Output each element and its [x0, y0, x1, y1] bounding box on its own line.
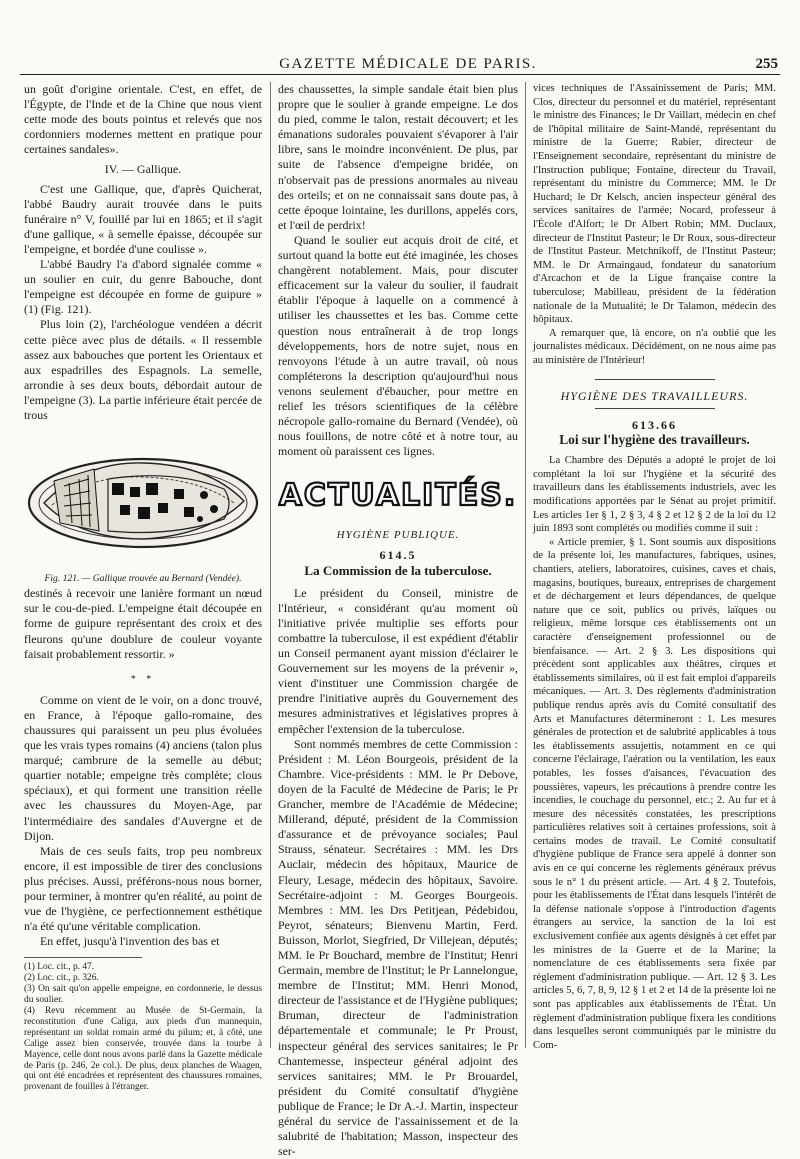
- col3-subhead: HYGIÈNE DES TRAVAILLEURS.: [560, 389, 749, 404]
- journal-title: GAZETTE MÉDICALE DE PARIS.: [279, 56, 537, 72]
- col1-paragraph-1: C'est une Gallique, que, d'après Quicherat, l'abbé Baudry aurait trouvée dans le puits funéraire n° V, fouillé par lui en 1865; et il s'agit d'une gallique, « à semelle épaisse, découpée sur l'empeigne, et bordée d'une coulisse ».: [24, 181, 262, 256]
- column-2: [278, 82, 518, 1159]
- page-number: 255: [755, 56, 778, 72]
- col2-paragraph-1: des chaussettes, la simple sandale était bien plus propre que le soulier à grande empeigne. Le dos du pied, comme le talon, restait découvert; et les émanations sudorales pouvaient s'évaporer à l'air libre, sans le moindre inconvénient. De plus, par suite de l'absence d'empeigne bridée, on n'observait pas de pressions anormales au niveau des orteils; et on ne connaissait sans doute pas, à cette époque lointaine, les durillons, appelés cors, et l'œil de perdrix!: [278, 82, 518, 232]
- col2-paragraph-3: Le président du Conseil, ministre de l'Intérieur, « considérant qu'au moment où l'initiative privée multiplie ses efforts pour combattre la tuberculose, il est expédient d'établir un Conseil permanent ayant mission d'éclairer le Gouvernement sur les moyens de la prévenir », vient d'instituer une Commission chargée de prendre l'initiative auprès du Gouvernement des mesures administratives et législatives propres à empêcher l'extension de la tuberculose.: [278, 585, 518, 736]
- section-heading-gallique: IV. — Gallique.: [104, 162, 182, 177]
- col2-paragraph-2: Quand le soulier eut acquis droit de cité, et surtout quand la botte eut été imaginée, les choses changèrent notablement. Mais, pour discuter efficacement sur la valeur du soulier, il faudrait établir l'époque à laquelle on a commencé à utiliser les chaussettes et les bas. Comme cette question nous entraînerait à de trop longs développements, hors de notre sujet, nous en renvoyons l'étude à un autre travail, où nous compléterons la description qu'aujourd'hui nous venons seulement d'ébaucher, pour mettre en relief les trésors scientifiques de la célèbre nécropole gallo-romaine du Bernard (Vendée), où nous fouillons, de notre côté et à notre tour, au moment où paraissent ces lignes.: [278, 232, 518, 459]
- actualites-banner: [278, 473, 518, 515]
- col1-paragraph-6: Mais de ces seuls faits, trop peu nombreux encore, il est impossible de tirer des conclusions plus précises. Aussi, préférons-nous nous borner, pour terminer, à montrer qu'en réalité, au point de vue de l'hygiène, ce perfectionnement esthétique n'a été qu'une véritable complication.: [24, 843, 262, 934]
- col2-article-title: La Commission de la tuberculose.: [304, 562, 492, 578]
- header-rule: [20, 74, 780, 75]
- col1-paragraph-4: destinés à recevoir une lanière formant un nœud sur le cou-de-pied. L'empeigne était découpée en forme de guipure représentant des croix et des fleurons qu'une doublure de couleur voyante faisait probablement ressortir. »: [24, 586, 262, 661]
- column-divider-1: [270, 82, 271, 1048]
- section-stars: * *: [130, 673, 156, 685]
- col3-paragraph-2: A remarquer que, là encore, on n'a oublié que les journalistes médicaux. Décidément, on ne nous aime pas au ministère de l'Intérieur!: [533, 327, 776, 366]
- col1-intro: un goût d'origine orientale. C'est, en effet, de l'Égypte, de l'Inde et de la Chine que nous vient cette mode des bouts pointus et relevés que nos cordonniers modernes mettent en pratique pour certaines sandales».: [24, 82, 262, 157]
- banner-title: ACTUALITÉS.: [278, 478, 518, 514]
- col2-class-number: 614.5: [379, 547, 417, 562]
- gallic-shoe-figure: [24, 431, 262, 565]
- footnote: (1) Loc. cit., p. 47.: [24, 962, 95, 973]
- footnote: (3) On sait qu'on appelle empeigne, en cordonnerie, le dessus du soulier.: [24, 984, 262, 1006]
- col3-article-title: Loi sur l'hygiène des travailleurs.: [559, 431, 750, 447]
- col3-paragraph-3: La Chambre des Députés a adopté le projet de loi complétant la loi sur l'hygiène et la sécurité des travailleurs dans les établissements industriels, avec les modifications apportées par le Sénat au projet primitif. Les articles 1er § 1, 2 § 3, 4 § 2 et 12 § 2 de la loi du 12 juin 1893 sont complétés ou modifiés comme il suit :: [533, 455, 776, 535]
- col2-subhead: HYGIÈNE PUBLIQUE.: [336, 529, 460, 542]
- col3-rule-2: [595, 408, 715, 409]
- col1-paragraph-3: Plus loin (2), l'archéologue vendéen a décrit cette pièce avec plus de détails. « Il ressemble assez aux babouches que portent les Orientaux et aux espadrilles des Espagnols. La semelle, arrondie à ses deux bouts, débordait autour de l'empeigne (3). La partie inférieure était percée de trous: [24, 317, 262, 422]
- footnote: (2) Loc. cit., p. 326.: [24, 973, 99, 984]
- col3-paragraph-4: « Article premier, § 1. Sont soumis aux dispositions de la présente loi, les manufactures, fabriques, usines, chantiers, ateliers, laboratoires, cuisines, caves et chais, magasins, boutiques, bureaux, entreprises de chargement et de déchargement et leurs dépendances, de quelque nature que ce soit, publics ou privés, laïques ou religieux, même lorsque ces établissements ont un caractère d'enseignement professionnel ou de bienfaisance. — Art. 2 § 3. Les dispositions qui précèdent sont applicables aux théâtres, cirques et établissements similaires, où il est fait emploi d'appareils mécaniques. — Art. 3. Des règlements d'administration publique rendus après avis du Comité consultatif des Arts et Manufactures détermineront : 1. Les mesures générales de protection et de salubrité applicables à tous les établissements assujettis, notamment en ce qui concerne l'éclairage, l'aération ou la ventilation, les eaux potables, les fosses d'aisances, l'évacuation des poussières, vapeurs, les précautions à prendre contre les incendies, le couchage du personnel, etc.; 2. Au fur et à mesure des nécessités constatées, les prescriptions particulières relatives soit à certaines professions, soit à certains modes de travail. Le Comité consultatif d'hygiène publique de France sera appelé à donner son avis en ce qui concerne les règlements généraux prévus sous le n° 1 du présent article. — Art. 4 § 2. Toutefois, pour les établissements de l'État dans lesquels l'intérêt de la défense nationale s'oppose à l'introduction d'agents étrangers au service, la sanction de la loi est exclusivement confiée aux agents désignés à cet effet par les ministres de la Guerre et de la Marine; la nomenclature de ces établissements sera fixée par règlement d'administration publique. — Art. 12 § 3. Les articles 5, 6, 7, 8, 9, 12 § 1 et 2 et 14 de la présente loi ne sont pas applicables aux établissements de l'État. Un règlement d'administration publique fixera les conditions dans lesquelles seront communiqués par le ministre du Com-: [533, 536, 776, 1051]
- col1-paragraph-2: L'abbé Baudry l'a d'abord signalée comme « un soulier en cuir, du genre Babouche, dont l'empeigne est découpée en forme de guipure » (1) (Fig. 121).: [24, 257, 262, 317]
- column-1: [24, 82, 262, 1093]
- footnotes: [24, 962, 262, 1093]
- col3-paragraph-1: vices techniques de l'Assainissement de Paris; MM. Clos, directeur du personnel et du matériel, représentant le ministre des Finances; le Dr Vaillart, médecin en chef de l'hôpital militaire de Saint-Mandé, représentant du ministre de la Guerre; Rabier, directeur de l'Enseignement secondaire, représentant du ministre de l'Instruction publique; Fontaine, directeur du Travail, représentant du ministre du Commerce; MM. le Dr Huchard; le Dr Kelsch, ancien inspecteur général des services sanitaires de l'armée; Nocard, professeur à l'École d'Alfort; le Dr Albert Robin; MM. Duclaux, directeur de l'Institut Pasteur; le Dr Roux, sous-directeur de l'Institut Pasteur. Metchnikoff, de l'Institut Pasteur; MM. le Dr Armaingaud, fondateur du sanatorium d'Arcachon et de la Ligue française contre la tuberculose; Mabilleau, président de la fédération nationale de la Mutualité; le Dr Talamon, médecin des hôpitaux.: [533, 83, 776, 326]
- col3-class-number: 613.66: [632, 418, 677, 433]
- col1-paragraph-7: En effet, jusqu'à l'invention des bas et: [40, 934, 220, 949]
- col1-paragraph-5: Comme on vient de le voir, on a donc trouvé, en France, à l'époque gallo-romaine, des chaussures qui paraissent un peu plus évoluées que les vrais types romains (4) anciens (talon plus marqué; cambrure de la semelle au début; quartier notable; empeigne très complète; clous spéciaux), et qui forment une transition réelle avec les chaussures du Moyen-Age, par l'intermédiaire des sandales d'Auvergne et de Dijon.: [24, 692, 262, 843]
- figure-caption: Fig. 121. — Gallique trouvée au Bernard (Vendée).: [44, 573, 242, 585]
- col3-rule-1: [595, 379, 715, 380]
- footnote: (4) Revu récemment au Musée de St-Germain, la reconstitution d'une Caliga, aux pieds d'un mannequin, représentant un soldat romain armé du pilum; et, à côté, une Calige assez bien conservée, trouvée dans la tourbe à Mayence, celle dont nous avons parlé dans la Gazette médicale de Paris (p. 246, 2e col.). De plus, deux planches de Waagen, qui ont été encadrées et représentent des chaussures romaines, provenant de fouilles à l'étranger.: [24, 1006, 262, 1093]
- column-3: [533, 82, 776, 1052]
- column-divider-2: [525, 82, 526, 1048]
- page-header: [0, 52, 800, 74]
- col2-paragraph-4: Sont nommés membres de cette Commission : Président : M. Léon Bourgeois, président de la Chambre. Vice-présidents : MM. le Pr Debove, doyen de la Faculté de Médecine de Paris; le Pr Grancher, membre de l'Académie de Médecine; Millerand, député, président de la Commission d'assurance et de prévoyance sociales; Paul Strauss, sénateur. Secrétaires : MM. les Drs Auclair, médecin des hôpitaux, Maurice de Fleury, Lesage, médecin des hôpitaux, Savoire. Secrétaire-adjoint : M. Georges Bourgeois. Membres : MM. les Drs Petitjean, Pédebidou, Peyrot, sénateurs; Bienvenu Martin, Ferd. Buisson, Morlot, Siegfried, Dr Villejean, députés; MM. le Pr Bouchard, membre de l'Institut; Henri Germain, membre de l'Institut; le Pr Lannelongue, membre de l'Institut; MM. Henri Monod, directeur de l'assistance et de l'Hygiène publiques; Bruman, directeur de l'administration départementale et communale; le Pr Proust, inspecteur général des services sanitaires; le Pr Chantemesse, inspecteur général adjoint des services sanitaires; MM. le Pr Brouardel, président du Comité consultatif d'hygiène publique de France; le Dr A.-J. Martin, inspecteur général du service de l'assainissement et de la salubrité de l'habitation; Masson, inspecteur des ser-: [278, 736, 518, 1159]
